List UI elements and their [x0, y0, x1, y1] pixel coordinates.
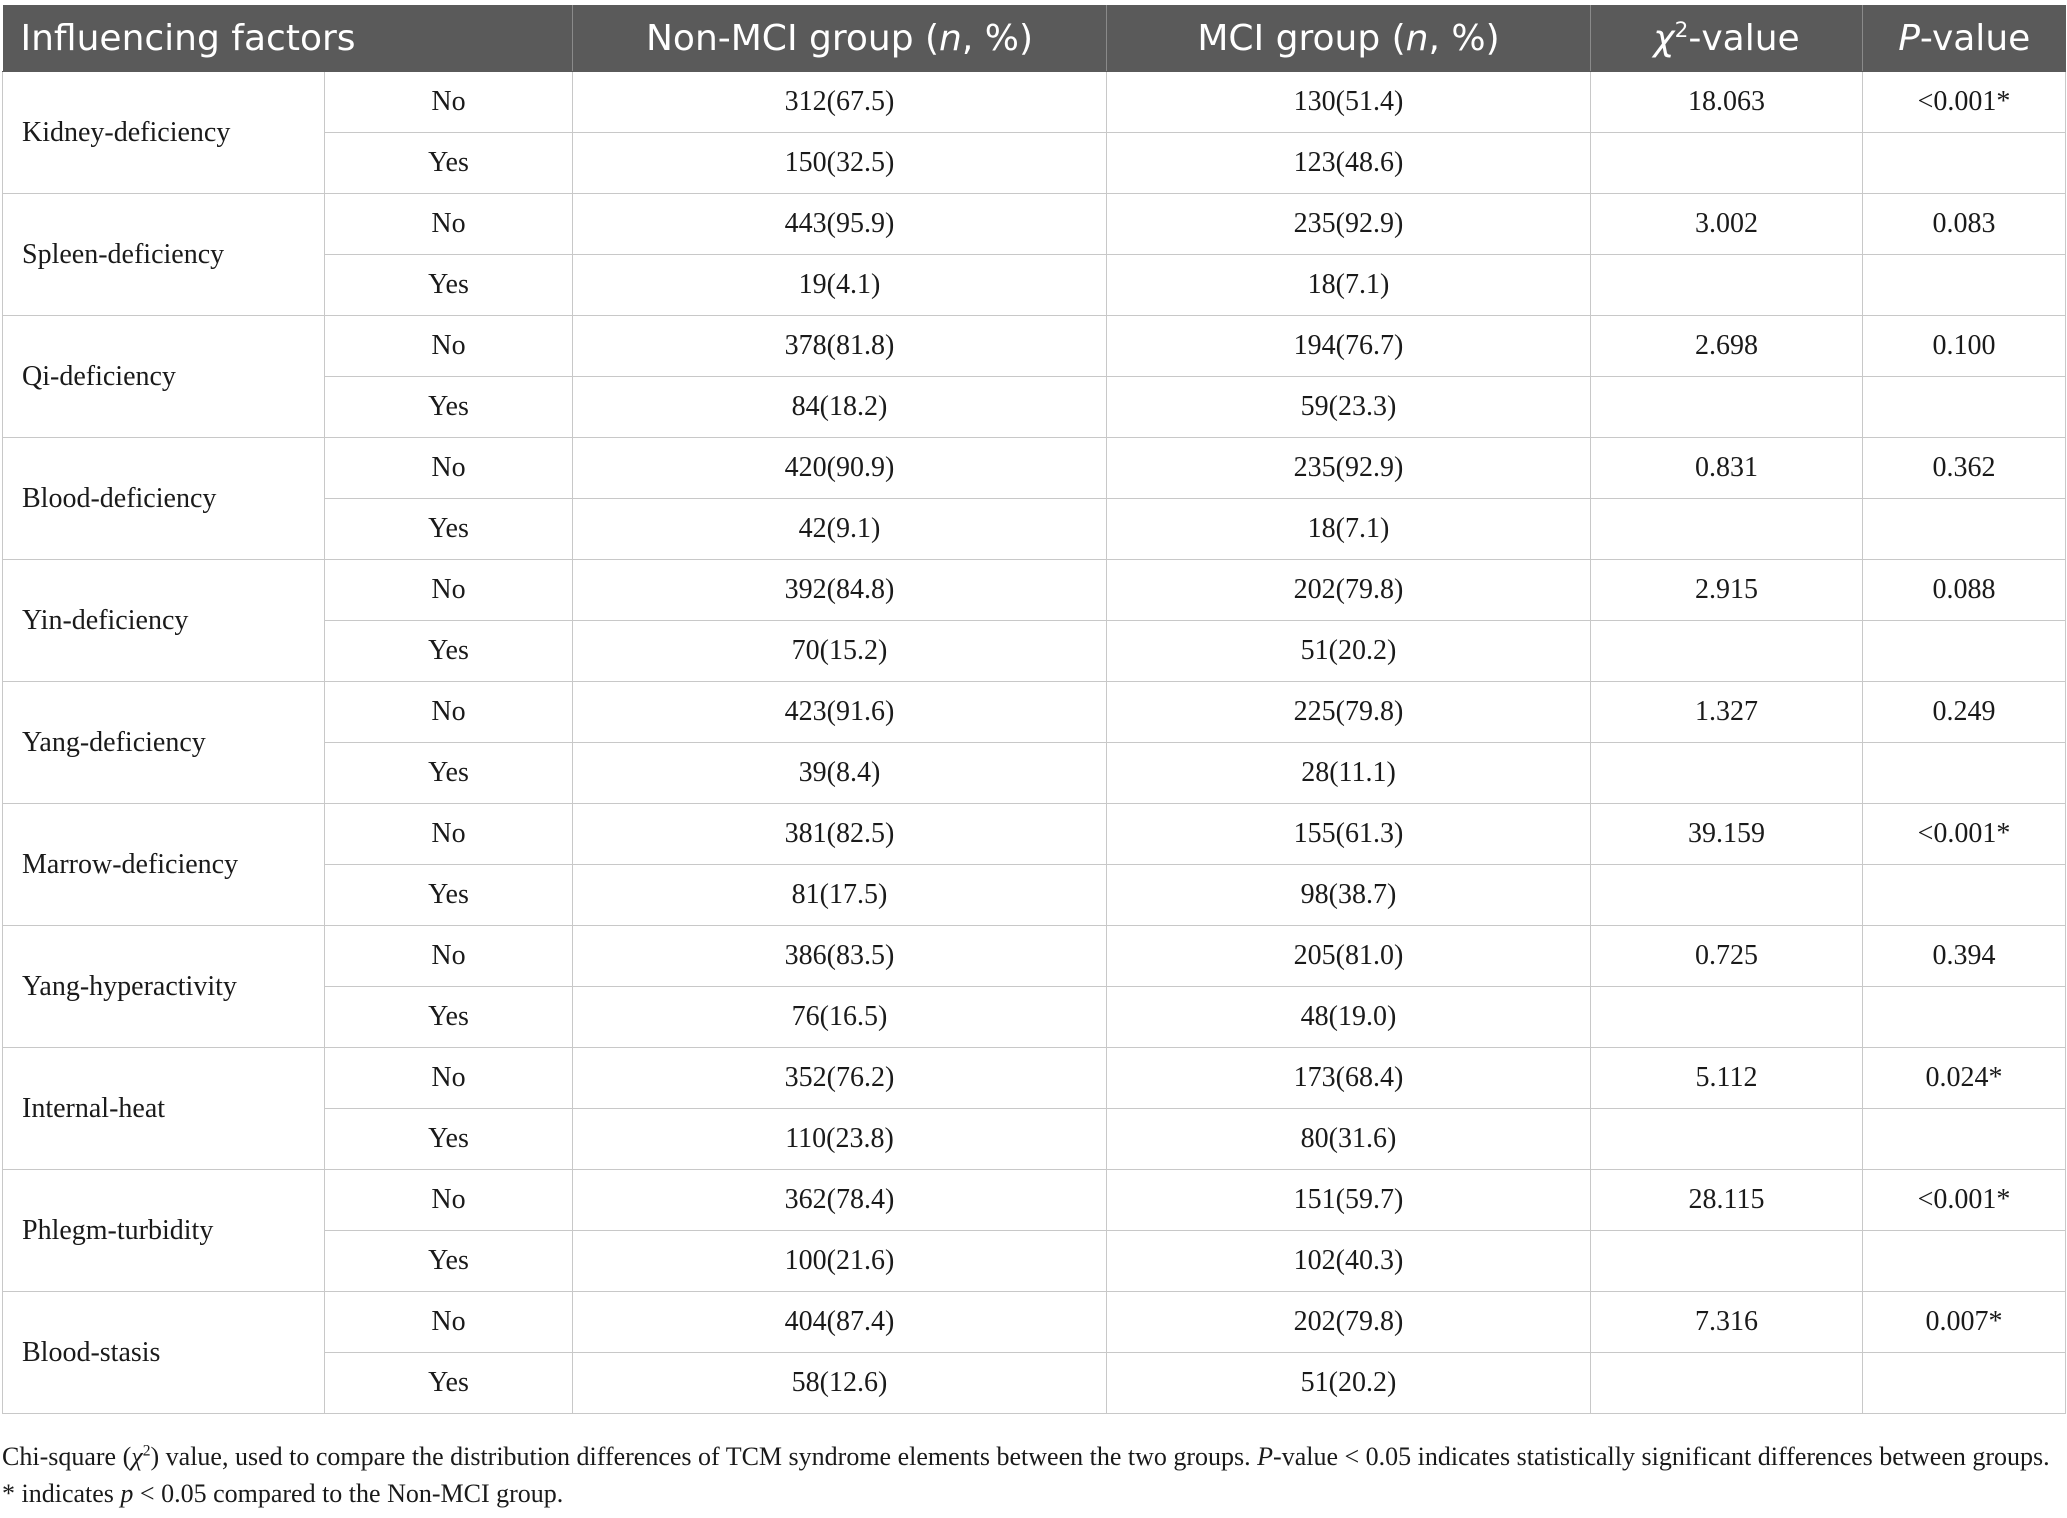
chi-square-value: 1.327: [1591, 682, 1863, 743]
response-yes: Yes: [325, 1353, 573, 1414]
table-header: [3, 5, 2066, 72]
non-mci-count: 381(82.5): [573, 804, 1107, 865]
header-mci-n: n: [1405, 17, 1429, 59]
non-mci-count: 443(95.9): [573, 194, 1107, 255]
response-no: No: [325, 316, 573, 377]
response-no: No: [325, 926, 573, 987]
chi-square-empty: [1591, 255, 1863, 316]
header-non-mci-tail: , %): [961, 17, 1034, 59]
footnote-part2: ) value, used to compare the distribution differences of TCM syndrome elements between the two groups.: [150, 1442, 1258, 1471]
non-mci-count: 423(91.6): [573, 682, 1107, 743]
mci-count: 225(79.8): [1107, 682, 1591, 743]
non-mci-count: 362(78.4): [573, 1170, 1107, 1231]
non-mci-count: 39(8.4): [573, 743, 1107, 804]
mci-count: 102(40.3): [1107, 1231, 1591, 1292]
non-mci-count: 378(81.8): [573, 316, 1107, 377]
p-value-empty: [1863, 865, 2066, 926]
header-non-mci-n: n: [939, 17, 962, 59]
chi-square-value: 39.159: [1591, 804, 1863, 865]
chi-square-empty: [1591, 1231, 1863, 1292]
mci-count: 18(7.1): [1107, 255, 1591, 316]
p-value: <0.001*: [1863, 804, 2066, 865]
non-mci-count: 58(12.6): [573, 1353, 1107, 1414]
chi-square-empty: [1591, 499, 1863, 560]
footnote-part3: -value < 0.05 indicates statistically significant differences between groups. * indicates: [2, 1442, 2050, 1508]
response-yes: Yes: [325, 865, 573, 926]
mci-count: 194(76.7): [1107, 316, 1591, 377]
p-value-empty: [1863, 743, 2066, 804]
response-no: No: [325, 1048, 573, 1109]
response-yes: Yes: [325, 1109, 573, 1170]
non-mci-count: 81(17.5): [573, 865, 1107, 926]
header-chi-tail: -value: [1688, 17, 1800, 59]
response-no: No: [325, 560, 573, 621]
table-row: [3, 804, 2066, 865]
response-yes: Yes: [325, 1231, 573, 1292]
non-mci-count: 19(4.1): [573, 255, 1107, 316]
header-p-value: [1863, 5, 2066, 72]
mci-count: 202(79.8): [1107, 560, 1591, 621]
p-value-empty: [1863, 1353, 2066, 1414]
header-row: [3, 5, 2066, 72]
footnote-p-italic: P: [1257, 1442, 1274, 1471]
non-mci-count: 42(9.1): [573, 499, 1107, 560]
factor-name: Qi-deficiency: [3, 316, 325, 438]
factor-name: Marrow-deficiency: [3, 804, 325, 926]
mci-count: 51(20.2): [1107, 1353, 1591, 1414]
mci-count: 205(81.0): [1107, 926, 1591, 987]
non-mci-count: 404(87.4): [573, 1292, 1107, 1353]
footnote-part4: < 0.05 compared to the Non-MCI group.: [133, 1479, 564, 1508]
header-p-italic: P: [1898, 17, 1920, 59]
mci-count: 48(19.0): [1107, 987, 1591, 1048]
p-value: 0.083: [1863, 194, 2066, 255]
factor-name: Blood-deficiency: [3, 438, 325, 560]
mci-count: 80(31.6): [1107, 1109, 1591, 1170]
factor-name: Phlegm-turbidity: [3, 1170, 325, 1292]
p-value: 0.088: [1863, 560, 2066, 621]
non-mci-count: 312(67.5): [573, 72, 1107, 133]
chi-square-value: 18.063: [1591, 72, 1863, 133]
mci-count: 130(51.4): [1107, 72, 1591, 133]
factor-name: Yang-deficiency: [3, 682, 325, 804]
footnote-chi-symbol: χ: [131, 1442, 143, 1471]
table-row: [3, 682, 2066, 743]
footnote-part1: Chi-square (: [2, 1442, 132, 1471]
mci-count: 18(7.1): [1107, 499, 1591, 560]
p-value: 0.394: [1863, 926, 2066, 987]
table-row: [3, 560, 2066, 621]
non-mci-count: 392(84.8): [573, 560, 1107, 621]
p-value-empty: [1863, 1231, 2066, 1292]
p-value-empty: [1863, 621, 2066, 682]
chi-square-empty: [1591, 1109, 1863, 1170]
p-value-empty: [1863, 1109, 2066, 1170]
mci-count: 51(20.2): [1107, 621, 1591, 682]
header-chi-symbol: χ: [1653, 17, 1675, 59]
response-no: No: [325, 1170, 573, 1231]
mci-count: 235(92.9): [1107, 194, 1591, 255]
factor-name: Spleen-deficiency: [3, 194, 325, 316]
p-value: 0.007*: [1863, 1292, 2066, 1353]
data-table: [2, 5, 2066, 1414]
table-container: [2, 5, 2065, 1414]
table-row: [3, 1292, 2066, 1353]
chi-square-value: 28.115: [1591, 1170, 1863, 1231]
mci-count: 202(79.8): [1107, 1292, 1591, 1353]
response-yes: Yes: [325, 377, 573, 438]
table-row: [3, 1170, 2066, 1231]
response-yes: Yes: [325, 499, 573, 560]
chi-square-value: 3.002: [1591, 194, 1863, 255]
non-mci-count: 352(76.2): [573, 1048, 1107, 1109]
factor-name: Yin-deficiency: [3, 560, 325, 682]
p-value: 0.362: [1863, 438, 2066, 499]
header-p-tail: -value: [1919, 17, 2031, 59]
p-value-empty: [1863, 499, 2066, 560]
header-mci-label: MCI group (: [1197, 17, 1406, 59]
chi-square-value: 0.831: [1591, 438, 1863, 499]
mci-count: 235(92.9): [1107, 438, 1591, 499]
header-chi-square-value: [1591, 5, 1863, 72]
mci-count: 123(48.6): [1107, 133, 1591, 194]
non-mci-count: 70(15.2): [573, 621, 1107, 682]
table-row: [3, 194, 2066, 255]
mci-count: 59(23.3): [1107, 377, 1591, 438]
chi-square-empty: [1591, 1353, 1863, 1414]
response-yes: Yes: [325, 743, 573, 804]
p-value-empty: [1863, 377, 2066, 438]
table-row: [3, 926, 2066, 987]
response-no: No: [325, 682, 573, 743]
p-value: 0.024*: [1863, 1048, 2066, 1109]
p-value: 0.100: [1863, 316, 2066, 377]
p-value: <0.001*: [1863, 72, 2066, 133]
p-value-empty: [1863, 133, 2066, 194]
response-no: No: [325, 804, 573, 865]
p-value-empty: [1863, 255, 2066, 316]
header-mci-group: [1107, 5, 1591, 72]
mci-count: 151(59.7): [1107, 1170, 1591, 1231]
response-no: No: [325, 194, 573, 255]
chi-square-value: 2.915: [1591, 560, 1863, 621]
non-mci-count: 76(16.5): [573, 987, 1107, 1048]
chi-square-empty: [1591, 621, 1863, 682]
table-row: [3, 316, 2066, 377]
header-mci-tail: , %): [1428, 17, 1500, 59]
table-footnote: [2, 1438, 2062, 1512]
header-influencing-factors: [3, 5, 573, 72]
chi-square-empty: [1591, 377, 1863, 438]
table-row: [3, 72, 2066, 133]
non-mci-count: 84(18.2): [573, 377, 1107, 438]
non-mci-count: 420(90.9): [573, 438, 1107, 499]
footnote-chi-sup: 2: [142, 1442, 151, 1460]
table-row: [3, 1048, 2066, 1109]
mci-count: 98(38.7): [1107, 865, 1591, 926]
response-yes: Yes: [325, 255, 573, 316]
p-value: 0.249: [1863, 682, 2066, 743]
header-non-mci-label: Non-MCI group (: [645, 17, 940, 59]
mci-count: 155(61.3): [1107, 804, 1591, 865]
factor-name: Kidney-deficiency: [3, 72, 325, 194]
chi-square-empty: [1591, 987, 1863, 1048]
non-mci-count: 150(32.5): [573, 133, 1107, 194]
chi-square-empty: [1591, 865, 1863, 926]
response-yes: Yes: [325, 133, 573, 194]
header-non-mci-group: [573, 5, 1107, 72]
chi-square-value: 2.698: [1591, 316, 1863, 377]
response-yes: Yes: [325, 621, 573, 682]
header-factor-label: Influencing factors: [20, 17, 356, 59]
response-no: No: [325, 72, 573, 133]
non-mci-count: 386(83.5): [573, 926, 1107, 987]
p-value: <0.001*: [1863, 1170, 2066, 1231]
response-no: No: [325, 438, 573, 499]
header-chi-sup: 2: [1674, 17, 1689, 43]
chi-square-value: 5.112: [1591, 1048, 1863, 1109]
factor-name: Internal-heat: [3, 1048, 325, 1170]
chi-square-empty: [1591, 133, 1863, 194]
non-mci-count: 100(21.6): [573, 1231, 1107, 1292]
factor-name: Yang-hyperactivity: [3, 926, 325, 1048]
table-body: [3, 72, 2066, 1414]
table-row: [3, 438, 2066, 499]
chi-square-empty: [1591, 743, 1863, 804]
response-yes: Yes: [325, 987, 573, 1048]
chi-square-value: 7.316: [1591, 1292, 1863, 1353]
chi-square-value: 0.725: [1591, 926, 1863, 987]
footnote-p-small: p: [120, 1479, 134, 1508]
mci-count: 28(11.1): [1107, 743, 1591, 804]
mci-count: 173(68.4): [1107, 1048, 1591, 1109]
response-no: No: [325, 1292, 573, 1353]
p-value-empty: [1863, 987, 2066, 1048]
factor-name: Blood-stasis: [3, 1292, 325, 1414]
non-mci-count: 110(23.8): [573, 1109, 1107, 1170]
